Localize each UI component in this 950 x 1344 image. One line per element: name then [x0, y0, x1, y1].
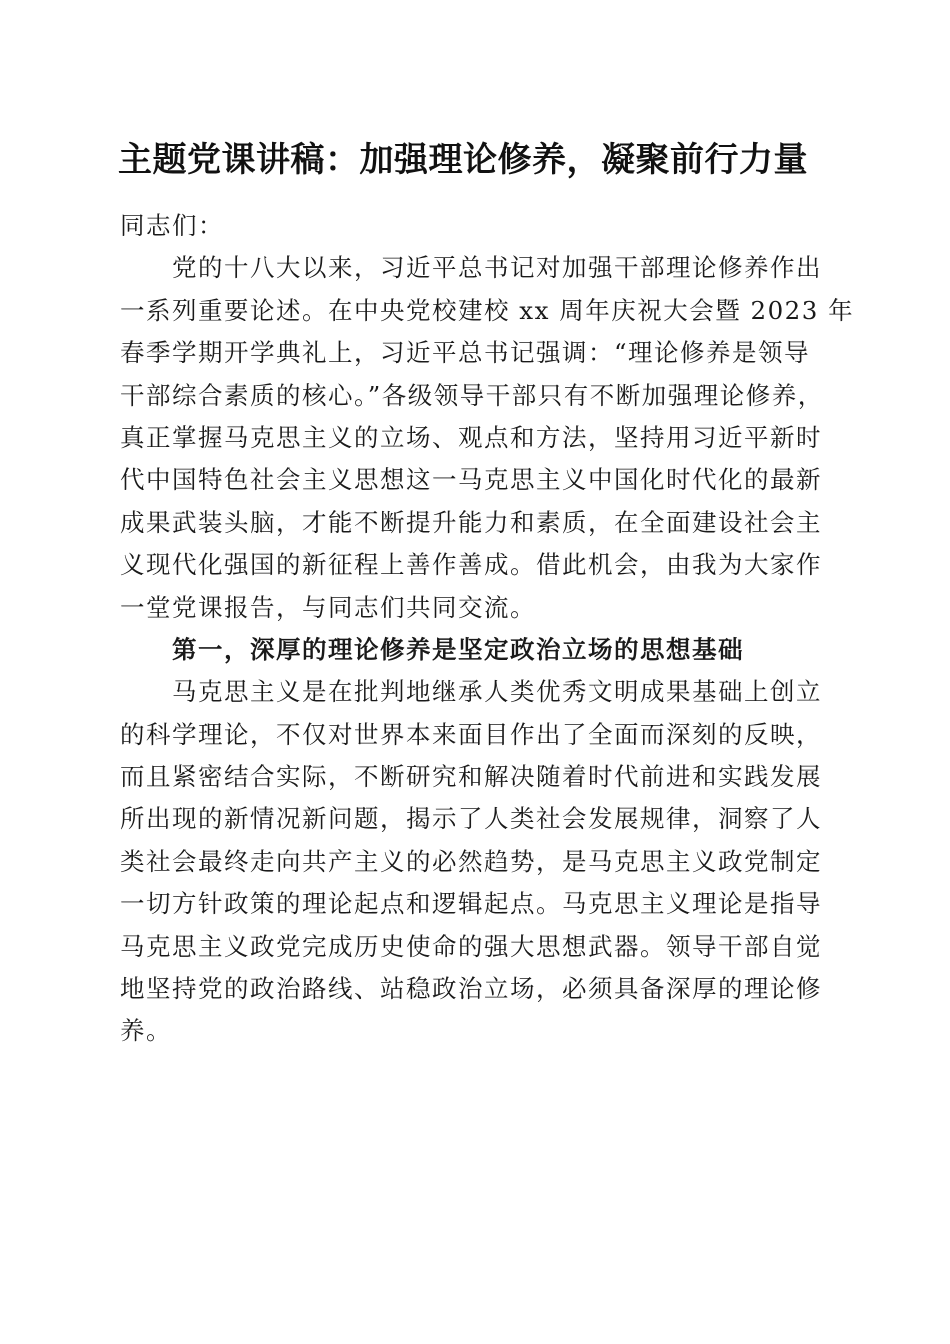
paragraph-line: 地坚持党的政治路线、站稳政治立场，必须具备深厚的理论修	[120, 974, 822, 1004]
paragraph-line: 类社会最终走向共产主义的必然趋势，是马克思主义政党制定	[120, 846, 822, 876]
paragraph-line: 春季学期开学典礼上，习近平总书记强调：“理论修养是领导	[120, 338, 811, 368]
paragraph-line: 养。	[120, 1016, 172, 1046]
document-body	[120, 205, 855, 1053]
paragraph-line: 所出现的新情况新问题，揭示了人类社会发展规律，洞察了人	[120, 804, 822, 834]
intro-paragraph	[120, 247, 855, 629]
section-heading: 第一，深厚的理论修养是坚定政治立场的思想基础	[172, 634, 744, 664]
paragraph-line: 成果武装头脑，才能不断提升能力和素质，在全面建设社会主	[120, 507, 822, 537]
paragraph-line: 的科学理论，不仅对世界本来面目作出了全面而深刻的反映，	[120, 719, 822, 749]
paragraph-line: 党的十八大以来，习近平总书记对加强干部理论修养作出	[172, 253, 822, 283]
paragraph-line: 马克思主义是在批判地继承人类优秀文明成果基础上创立	[172, 677, 822, 707]
paragraph-line: 义现代化强国的新征程上善作善成。借此机会，由我为大家作	[120, 550, 822, 580]
paragraph-line: 干部综合素质的核心。”各级领导干部只有不断加强理论修养，	[120, 380, 824, 410]
paragraph-line: 真正掌握马克思主义的立场、观点和方法，坚持用习近平新时	[120, 422, 822, 452]
document-title: 主题党课讲稿：加强理论修养，凝聚前行力量	[118, 140, 808, 180]
paragraph-line: 一系列重要论述。在中央党校建校 xx 周年庆祝大会暨 2023 年	[120, 295, 855, 325]
paragraph-line: 一切方针政策的理论起点和逻辑起点。马克思主义理论是指导	[120, 889, 822, 919]
paragraph-line: 而且紧密结合实际，不断研究和解决随着时代前进和实践发展	[120, 762, 822, 792]
paragraph-line: 马克思主义政党完成历史使命的强大思想武器。领导干部自觉	[120, 931, 822, 961]
paragraph-line: 一堂党课报告，与同志们共同交流。	[120, 592, 536, 622]
salutation: 同志们：	[120, 211, 224, 240]
paragraph-line: 代中国特色社会主义思想这一马克思主义中国化时代化的最新	[120, 465, 822, 495]
section-paragraph	[120, 671, 830, 1053]
